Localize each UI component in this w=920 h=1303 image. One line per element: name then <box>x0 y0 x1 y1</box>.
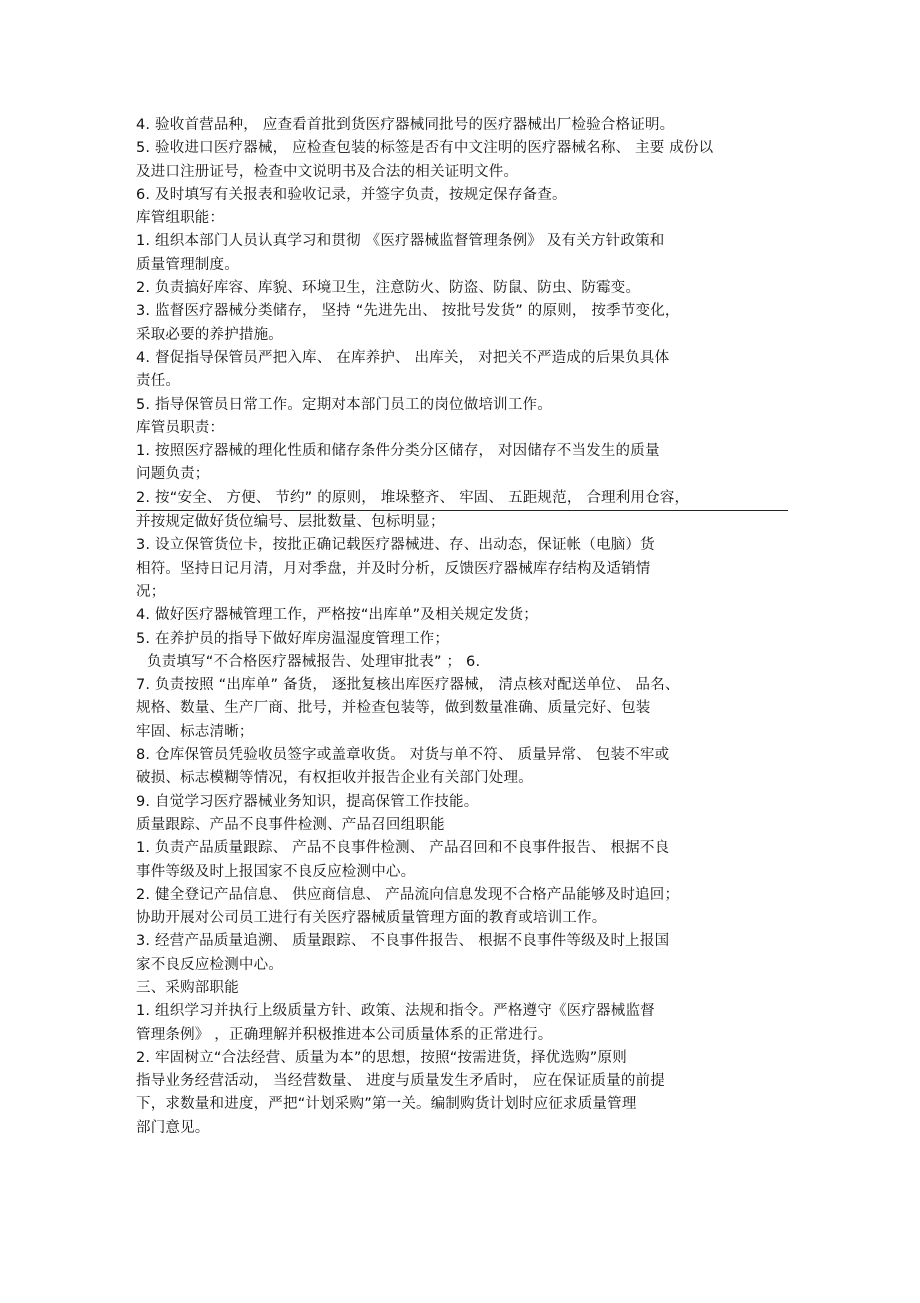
text-line: 部门意见。 <box>136 1119 210 1136</box>
text-line: 1. 组织本部门人员认真学习和贯彻 《医疗器械监督管理条例》 及有关方针政策和 <box>136 233 665 250</box>
text-line: 采取必要的养护措施。 <box>136 326 283 343</box>
document-body <box>136 114 786 1140</box>
text-line: 5. 在养护员的指导下做好库房温湿度管理工作； <box>136 630 450 647</box>
text-line: 1. 负责产品质量跟踪、 产品不良事件检测、 产品召回和不良事件报告、 根据不良 <box>136 840 670 857</box>
section-heading: 库管员职责： <box>136 419 225 436</box>
text-line: 负责填写“不合格医疗器械报告、处理审批表” ； 6. <box>147 653 481 670</box>
text-line: 2. 按“安全、 方便、 节约” 的原则， 堆垛整齐、 牢固、 五距规范， 合理利用仓容， <box>136 487 788 511</box>
text-line: 4. 验收首营品种， 应查看首批到货医疗器械同批号的医疗器械出厂检验合格证明。 <box>136 117 675 133</box>
text-line: 并按规定做好货位编号、层批数量、包标明显； <box>136 514 445 531</box>
text-line: 质量管理制度。 <box>136 256 239 273</box>
text-line: 下，求数量和进度，严把“计划采购”第一关。编制购货计划时应征求质量管理 <box>136 1096 637 1113</box>
text-line: 3. 监督医疗器械分类储存， 坚持 “先进先出、 按批号发货” 的原则， 按季节变化， <box>136 303 680 320</box>
text-line: 6. 及时填写有关报表和验收记录，并签字负责，按规定保存备查。 <box>136 186 567 203</box>
text-line: 指导业务经营活动， 当经营数量、 进度与质量发生矛盾时， 应在保证质量的前提 <box>136 1073 665 1090</box>
text-line: 2. 负责搞好库容、库貌、环境卫生，注意防火、防盗、防鼠、防虫、防霉变。 <box>136 280 641 297</box>
text-line: 8. 仓库保管员凭验收员签字或盖章收货。 对货与单不符、 质量异常、 包装不牢或 <box>136 747 670 764</box>
text-line: 9. 自觉学习医疗器械业务知识，提高保管工作技能。 <box>136 793 479 810</box>
text-line: 5. 验收进口医疗器械， 应检查包装的标签是否有中文注明的医疗器械名称、 主要 成份以 <box>136 140 714 157</box>
text-line: 4. 做好医疗器械管理工作，严格按“出库单”及相关规定发货； <box>136 607 538 624</box>
text-line: 管理条例》 ，正确理解并积极推进本公司质量体系的正常进行。 <box>136 1026 553 1043</box>
section-heading: 库管组职能： <box>136 210 225 227</box>
text-line: 7. 负责按照 “出库单” 备货， 逐批复核出库医疗器械， 清点核对配送单位、 品名、 <box>136 677 680 694</box>
text-line: 相符。坚持日记月清，月对季盘，并及时分析，反馈医疗器械库存结构及适销情 <box>136 560 651 577</box>
text-line: 5. 指导保管员日常工作。定期对本部门员工的岗位做培训工作。 <box>136 396 552 413</box>
text-line: 责任。 <box>136 373 181 390</box>
text-line: 破损、标志模糊等情况，有权拒收并报告企业有关部门处理。 <box>136 770 533 787</box>
text-line: 1. 按照医疗器械的理化性质和储存条件分类分区储存， 对因储存不当发生的质量 <box>136 443 660 460</box>
text-line: 2. 牢固树立“合法经营、质量为本”的思想，按照“按需进货，择优选购”原则 <box>136 1049 627 1066</box>
text-line: 及进口注册证号，检查中文说明书及合法的相关证明文件。 <box>136 163 519 180</box>
section-heading: 三、采购部职能 <box>136 979 239 996</box>
text-line: 2. 健全登记产品信息、 供应商信息、 产品流向信息发现不合格产品能够及时追回； <box>136 886 680 903</box>
text-line: 况； <box>136 583 166 600</box>
text-line: 1. 组织学习并执行上级质量方针、政策、法规和指令。严格遵守《医疗器械监督 <box>136 1003 655 1020</box>
text-line: 3. 经营产品质量追溯、 质量跟踪、 不良事件报告、 根据不良事件等级及时上报国 <box>136 933 670 950</box>
section-heading: 质量跟踪、产品不良事件检测、产品召回组职能 <box>136 816 445 833</box>
text-line: 家不良反应检测中心。 <box>136 956 283 973</box>
text-line: 问题负责； <box>136 466 210 483</box>
text-line: 牢固、标志清晰； <box>136 723 254 740</box>
text-line: 事件等级及时上报国家不良反应检测中心。 <box>136 863 416 880</box>
text-line: 4. 督促指导保管员严把入库、 在库养护、 出库关， 对把关不严造成的后果负具体 <box>136 349 670 366</box>
text-line: 3. 设立保管货位卡，按批正确记载医疗器械进、存、出动态，保证帐（电脑）货 <box>136 537 655 554</box>
text-line: 协助开展对公司员工进行有关医疗器械质量管理方面的教育或培训工作。 <box>136 910 607 927</box>
text-line: 规格、数量、生产厂商、批号，并检查包装等，做到数量准确、质量完好、包装 <box>136 700 651 717</box>
